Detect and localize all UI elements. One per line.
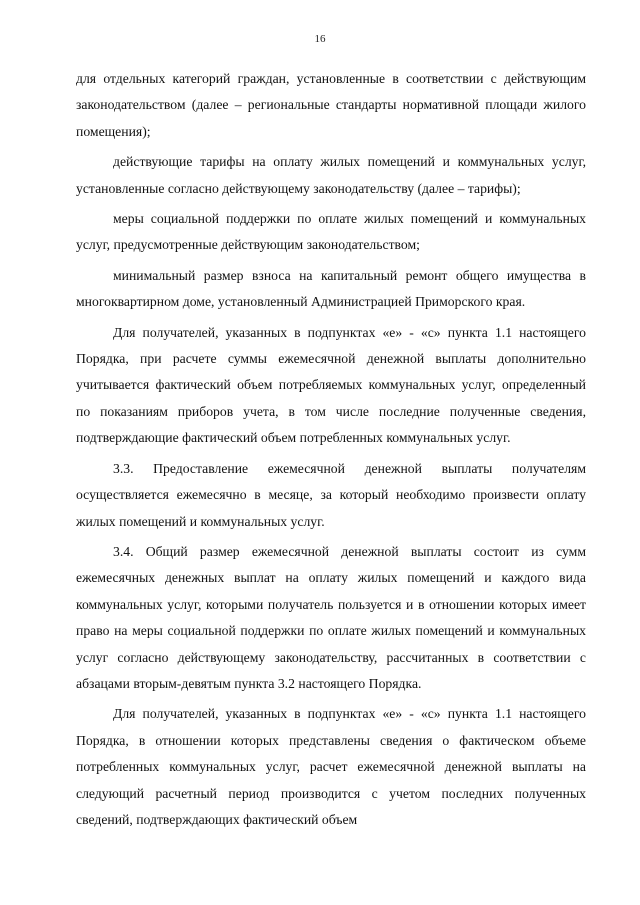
paragraph-8: Для получателей, указанных в подпунктах «е» - «с» пункта 1.1 настоящего Порядка, в отношении которых представлены сведения о фактическом объеме потребленных коммунальных услуг, расчет ежемесячной денежной выплаты на следующий расчетный период производится с учетом последних полученных сведений, подтверждающих фактический объем — [76, 706, 586, 827]
paragraph-6: 3.3. Предоставление ежемесячной денежной выплаты получателям осуществляется ежемесячно в месяце, за который необходимо произвести оплату жилых помещений и коммунальных услуг. — [76, 460, 586, 529]
document-body — [76, 66, 586, 837]
paragraph-3: меры социальной поддержки по оплате жилых помещений и коммунальных услуг, предусмотренные действующим законодательством; — [76, 211, 586, 253]
page-number: 16 — [314, 33, 326, 45]
paragraph-1: для отдельных категорий граждан, установленные в соответствии с действующим законодательством (далее – региональные стандарты нормативной площади жилого помещения); — [76, 71, 586, 139]
paragraph-2: действующие тарифы на оплату жилых помещений и коммунальных услуг, установленные согласно действующему законодательству (далее – тарифы); — [76, 154, 586, 196]
paragraph-7: 3.4. Общий размер ежемесячной денежной выплаты состоит из сумм ежемесячных денежных выплат на оплату жилых помещений и каждого вида коммунальных услуг, которыми получатель пользуется и в отношении которых имеет право на меры социальной поддержки по оплате жилых помещений и коммунальных услуг согласно действующему законодательству, рассчитанных в соответствии с абзацами вторым-девятым пункта 3.2 настоящего Порядка. — [76, 543, 586, 691]
paragraph-4: минимальный размер взноса на капитальный ремонт общего имущества в многоквартирном доме, установленный Администрацией Приморского края. — [76, 267, 586, 310]
paragraph-5: Для получателей, указанных в подпунктах «е» - «с» пункта 1.1 настоящего Порядка, при расчете суммы ежемесячной денежной выплаты дополнительно учитывается фактический объем потребляемых коммунальных услуг, определенный по показаниям приборов учета, в том числе последние полученные сведения, подтверждающие фактический объем потребленных коммунальных услуг. — [76, 324, 586, 446]
